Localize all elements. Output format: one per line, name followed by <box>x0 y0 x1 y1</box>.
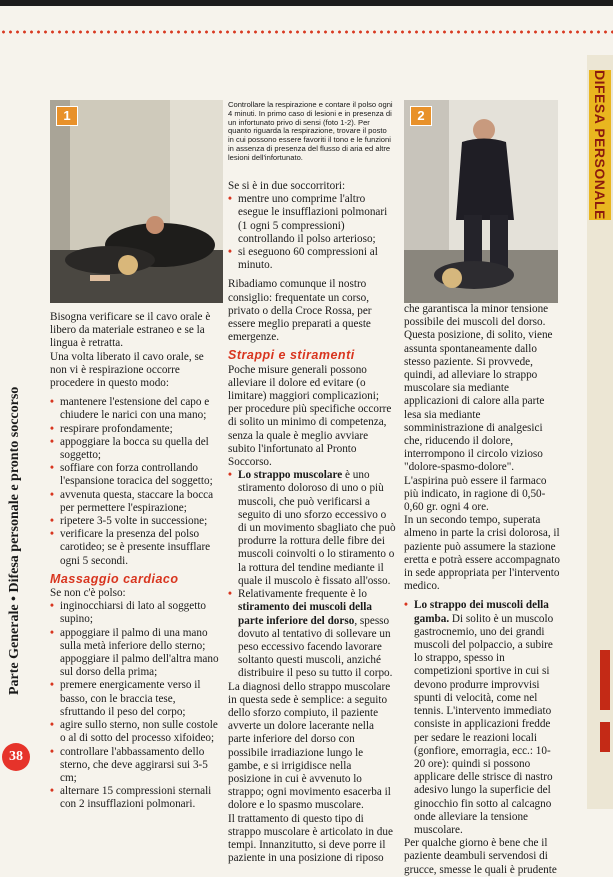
list-item: • controllare l'abbassamento dello sterno, che deve aggirarsi sui 3-5 cm; <box>50 746 222 786</box>
list-item: • respirare profondamente; <box>50 423 222 436</box>
list-item <box>228 469 396 588</box>
list-item: • agire sullo sterno, non sulle costole o al di sotto del processo xifoideo; <box>50 719 222 745</box>
term: stiramento dei muscoli della parte inferiore del dorso <box>238 601 372 627</box>
respiration-steps-list <box>50 396 222 568</box>
figure-2-label: 2 <box>410 106 432 126</box>
running-title: Parte Generale • Difesa personale e pronto soccorso <box>7 386 22 695</box>
figure-1-photo <box>50 100 223 303</box>
section-heading: Strappi e stiramenti <box>228 348 355 363</box>
figure-1-label: 1 <box>56 106 78 126</box>
two-rescuers-list <box>228 193 396 272</box>
column-2 <box>228 180 396 865</box>
list-item <box>404 599 560 837</box>
paragraph: che garantisca la minor tensione possibile dei muscoli del dorso. Questa posizione, di solito, viene assunta spontaneamente dallo stesso paziente. Si provvede, quindi, ad alleviare lo strappo muscolare sia mediante applicazioni di calore alla parte lesa sia mediante somministrazione di analgesici che, riducendo il dolore, interrompono il circolo vizioso "dolore-spasmo-dolore". L'aspirina può essere il farmaco più indicato, in ragione di 0,50-0,60 gr. ogni 4 ore. <box>404 303 553 514</box>
list-item: • appoggiare il palmo di una mano sulla metà inferiore dello sterno; appoggiare il palmo dell'altra mano sul dorso della prima; <box>50 627 222 680</box>
paragraph: Se si è in due soccorritori: <box>228 180 346 192</box>
lead-in: Relativamente frequente è lo <box>238 588 367 601</box>
paragraph: Se non c'è polso: <box>50 587 126 600</box>
section-heading: Massaggio cardiaco <box>50 571 179 586</box>
definition: , spesso dovuto al tentativo di sollevare un peso eccessivo facendo lavorare soltanto questi muscoli, anziché distribuire il peso su tutto il corpo. <box>238 614 393 680</box>
figure-1-illustration <box>50 100 223 303</box>
list-item: • verificare la presenza del polso carotideo; se è presente insufflare ogni 5 secondi. <box>50 528 222 568</box>
term: Lo strappo dei muscoli della gamba. <box>414 599 549 625</box>
strains-list <box>228 469 396 680</box>
definition: Di solito è un muscolo gastrocnemio, uno dei grandi muscoli del polpaccio, a subire lo strappo, spesso in competizioni sportive in cui si devono produrre improvvisi spunti di velocità, come nel tennis. L'intervento immediato consiste in applicazioni fredde per sedare le reazioni locali (gonfiore, emorragia, ecc.: 10-20 ore): quindi si possono applicare delle strisce di nastro adesivo lungo la superficie del ginocchio fin sotto al calcagno onde alleviare la tensione muscolare. <box>414 612 554 836</box>
paragraph: Una volta liberato il cavo orale, se non vi è respirazione occorre procedere in questo modo: <box>50 350 204 390</box>
margin-marker <box>600 650 610 710</box>
paragraph: In un secondo tempo, superata almeno in parte la crisi dolorosa, il paziente può assumere la stazione eretta e potrà essere accompagnato in sede appropriata per l'intervento medico. <box>404 514 560 593</box>
term: Lo strappo muscolare <box>238 469 343 482</box>
dotted-divider <box>0 30 613 34</box>
definition: è uno stiramento doloroso di uno o più muscoli, che può verificarsi a seguito di uno sforzo eccessivo o di un movimento sbagliato che può produrre la rottura delle fibre dei muscoli coinvolti o lo stiramento o la rottura del tendine mediante il quale il muscolo è fissato all'osso. <box>238 469 396 587</box>
list-item: • avvenuta questa, staccare la bocca per permettere l'espirazione; <box>50 489 222 515</box>
page-number: 38 <box>2 743 30 771</box>
paragraph: Ribadiamo comunque il nostro consiglio: frequentate un corso, privato o della Croce Rossa, per essere meglio preparati a queste emergenze. <box>228 278 372 344</box>
top-border <box>0 0 613 6</box>
figure-2-illustration <box>404 100 558 303</box>
paragraph: Per qualche giorno è bene che il paziente deambuli servendosi di grucce, smesse le quali è prudente <box>404 837 557 876</box>
paragraph: Il trattamento di questo tipo di strappo muscolare è articolato in due tempi. Innanzitutto, si deve porre il paziente in una posizione di riposo <box>228 812 393 865</box>
list-item: • si eseguono 60 compressioni al minuto. <box>228 246 396 272</box>
list-item: • inginocchiarsi di lato al soggetto supino; <box>50 600 222 626</box>
paragraph: La diagnosi dello strappo muscolare in questa sede è semplice: a seguito dello sforzo compiuto, il paziente avverte un dolore lacerante nella parte inferiore del dorso con possibile irradiazione lungo le gambe, e si irrigidisce nella posizione in cui è avvenuto lo strappo; ogni movimento esacerba il dolore e lo spasmo muscolare. <box>228 680 391 812</box>
list-item: • premere energicamente verso il basso, con le braccia tese, sfruttando il peso del corpo; <box>50 679 222 719</box>
list-item <box>228 588 396 680</box>
massage-steps-list <box>50 600 222 811</box>
leg-strain-list <box>404 599 560 837</box>
figure-2-photo <box>404 100 558 303</box>
photo-caption: Controllare la respirazione e contare il polso ogni 4 minuti. In primo caso di lesioni e in presenza di un infortunato privo di sensi (foto 1-2). Per quanto riguarda la respirazione, trovare il posto in cui possono essere favoriti il tono e le funzioni in assenza di presenza del flusso di aria ed altre lesioni dell'infortunato. <box>228 100 393 162</box>
list-item: • alternare 15 compressioni sternali con 2 insufflazioni polmonari. <box>50 785 222 811</box>
list-item: • mentre uno comprime l'altro esegue le insufflazioni polmonari (1 ogni 5 compressioni) controllando il polso arterioso; <box>228 193 396 246</box>
list-item: • ripetere 3-5 volte in successione; <box>50 515 222 528</box>
column-3 <box>404 303 560 877</box>
column-1 <box>50 311 222 812</box>
paragraph: Poche misure generali possono alleviare il dolore ed evitare (o limitare) maggiori complicazioni; per procedure più specifiche occorre di solito un minimo di competenza, senza la quale è meglio avviare subito l'infortunato al Pronto Soccorso. <box>228 363 392 469</box>
list-item: • mantenere l'estensione del capo e chiudere le narici con una mano; <box>50 396 222 422</box>
list-item: • soffiare con forza controllando l'espansione toracica del soggetto; <box>50 462 222 488</box>
paragraph: Bisogna verificare se il cavo orale è libero da materiale estraneo e se la lingua è retratta. <box>50 311 211 350</box>
margin-marker <box>600 722 610 752</box>
list-item: • appoggiare la bocca su quella del soggetto; <box>50 436 222 462</box>
section-tab-label: DIFESA PERSONALE <box>589 70 611 220</box>
